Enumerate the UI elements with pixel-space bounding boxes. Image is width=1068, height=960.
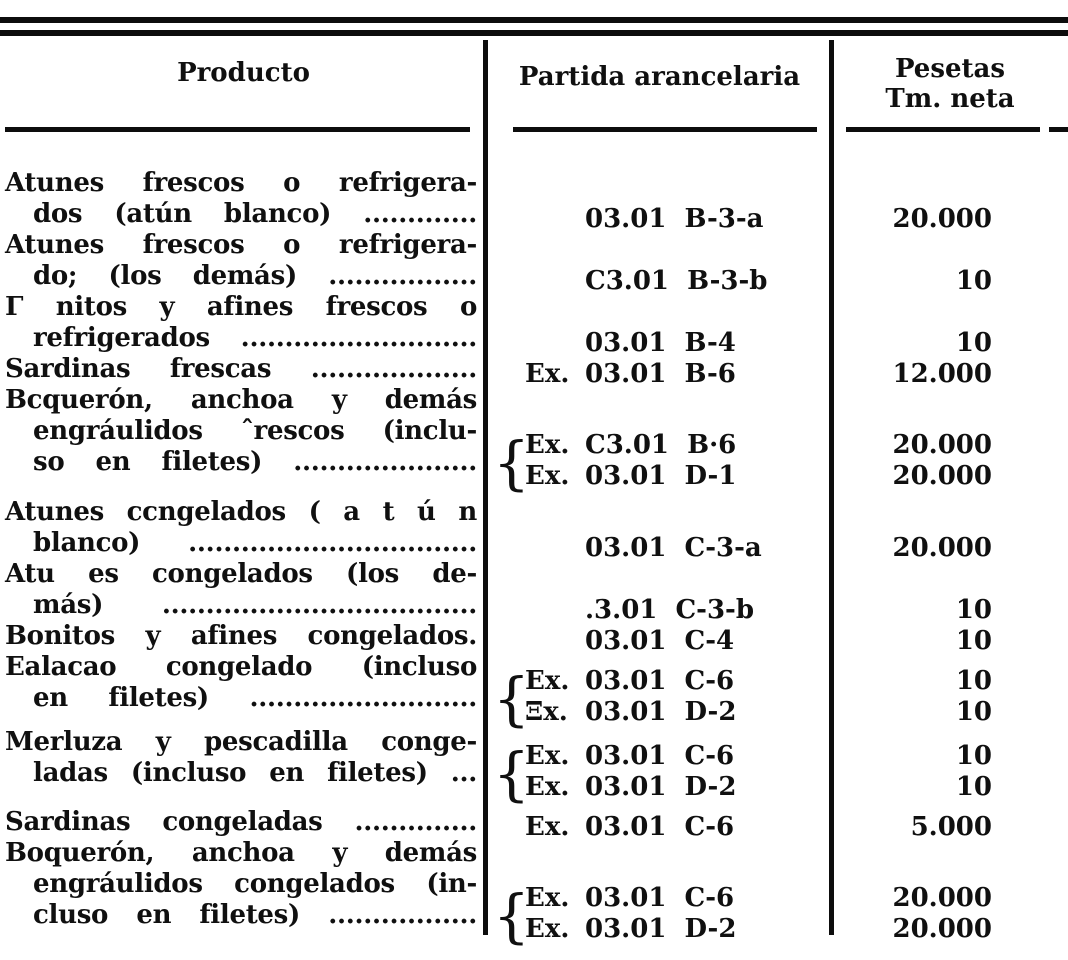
product-line: so en filetes) ..................... [33, 447, 477, 477]
product-cell [0, 385, 487, 478]
pesetas-value: 20.000 [892, 204, 992, 234]
tariff-code: C3.01 B·6 [585, 430, 737, 460]
partida-line [525, 697, 832, 728]
pesetas-value: 10 [955, 741, 992, 771]
pesetas-value: 10 [955, 697, 992, 727]
partida-cell [487, 497, 832, 563]
partida-cell [487, 354, 832, 389]
pesetas-cell [832, 621, 1068, 656]
product-line: engráulidos congelados (in- [33, 869, 477, 899]
table-row [0, 230, 1068, 296]
pesetas-cell [832, 497, 1068, 563]
product-line: más) .................................... [33, 590, 477, 620]
pesetas-value: 20.000 [892, 533, 992, 563]
pesetas-cell [832, 559, 1068, 625]
partida-cell [487, 559, 832, 625]
product-line: Boquerón, anchoa y demás [5, 838, 477, 868]
partida-line [525, 204, 832, 235]
tariff-code: C3.01 B-3-b [585, 266, 768, 296]
partida-line [525, 666, 832, 697]
table-row [0, 807, 1068, 842]
product-line: Sardinas frescas ................... [5, 354, 477, 384]
tariff-code: 03.01 C-6 [585, 666, 735, 696]
partida-line [525, 533, 832, 564]
product-line: Bonitos y afines congelados. [5, 621, 477, 651]
partida-cell [487, 652, 832, 733]
ex-label: Ex. [525, 359, 570, 389]
header-underline-partida [513, 127, 817, 132]
product-line: Sardinas congeladas .............. [5, 807, 477, 837]
column-header-partida: Partida arancelaria [518, 62, 801, 92]
ex-label: Ex. [525, 772, 570, 802]
tariff-code: 03.01 B-6 [585, 359, 736, 389]
ex-label [525, 328, 585, 359]
product-line: Γ nitos y afines frescos o [5, 292, 477, 322]
product-line: blanco) ................................. [33, 528, 477, 558]
pesetas-cell [832, 292, 1068, 358]
pesetas-cell [832, 727, 1068, 802]
grouping-brace: { [493, 665, 530, 733]
ex-label: Ex. [525, 461, 570, 491]
header-underline-pesetas [846, 127, 1040, 132]
header-underline-edge-dash [1049, 127, 1068, 132]
pesetas-cell [832, 230, 1068, 296]
ex-label [525, 595, 585, 626]
partida-line [525, 812, 832, 843]
partida-cell [487, 838, 832, 950]
product-cell [0, 727, 487, 789]
ex-label: Ex. [525, 883, 570, 913]
pesetas-cell [832, 652, 1068, 727]
product-cell [0, 168, 487, 230]
tariff-code: 03.01 D-2 [585, 697, 737, 727]
pesetas-value: 10 [955, 626, 992, 656]
grouping-brace: { [493, 429, 530, 497]
product-cell [0, 652, 487, 714]
product-cell [0, 838, 487, 931]
ex-label: Ex. [525, 741, 570, 771]
pesetas-value: 20.000 [892, 461, 992, 491]
pesetas-cell [832, 354, 1068, 389]
tariff-code: 03.01 C-4 [585, 626, 735, 656]
column-header-pesetas-line2: Tm. neta [885, 84, 1015, 114]
ex-label [525, 266, 585, 297]
pesetas-value: 10 [955, 328, 992, 358]
partida-line [525, 266, 832, 297]
product-line: Bcquerón, anchoa y demás [5, 385, 477, 415]
table-row [0, 497, 1068, 563]
top-double-rule-1 [0, 17, 1068, 23]
partida-line [525, 914, 832, 945]
ex-label: Ex. [525, 666, 570, 696]
product-line: Atu es congelados (los de- [5, 559, 477, 589]
partida-line [525, 461, 832, 492]
pesetas-value: 20.000 [892, 430, 992, 460]
table-row [0, 168, 1068, 234]
pesetas-cell [832, 807, 1068, 842]
pesetas-value: 10 [955, 266, 992, 296]
ex-label [525, 204, 585, 235]
partida-line [525, 772, 832, 803]
tariff-code: 03.01 B-4 [585, 328, 736, 358]
table-body [0, 168, 1068, 950]
partida-cell [487, 807, 832, 842]
pesetas-value: 20.000 [892, 914, 992, 944]
pesetas-value: 10 [955, 666, 992, 696]
partida-cell [487, 168, 832, 234]
product-line: refrigerados ........................... [33, 323, 477, 353]
partida-line [525, 595, 832, 626]
table-row [0, 559, 1068, 625]
header-underline-producto [5, 127, 470, 132]
product-line: Atunes ccngelados ( a t ú n [5, 497, 477, 527]
product-cell [0, 497, 487, 559]
ex-label: Ex. [525, 812, 570, 842]
tariff-code: 03.01 D-1 [585, 461, 737, 491]
partida-line [525, 430, 832, 461]
ex-label: Ex. [525, 914, 570, 944]
pesetas-cell [832, 385, 1068, 491]
partida-cell [487, 292, 832, 358]
tariff-code: 03.01 C-6 [585, 883, 735, 913]
product-cell [0, 354, 487, 385]
pesetas-value: 10 [955, 595, 992, 625]
partida-line [525, 741, 832, 772]
product-line: ladas (incluso en filetes) ... [33, 758, 477, 788]
partida-line [525, 626, 832, 657]
top-double-rule-2 [0, 30, 1068, 36]
pesetas-cell [832, 168, 1068, 234]
grouping-brace: { [493, 740, 530, 808]
tariff-code: 03.01 D-2 [585, 772, 737, 802]
tariff-code: 03.01 C-6 [585, 812, 735, 842]
table-row [0, 292, 1068, 358]
table-row [0, 727, 1068, 808]
partida-line [525, 883, 832, 914]
table-row [0, 354, 1068, 389]
ex-label: Ξx. [525, 697, 568, 727]
table-row [0, 385, 1068, 497]
partida-cell [487, 230, 832, 296]
product-line: engráulidos ˆrescos (inclu- [33, 416, 477, 446]
column-header-producto: Producto [177, 58, 310, 88]
tariff-code: 03.01 C-3-a [585, 533, 762, 563]
grouping-brace: { [493, 882, 530, 950]
product-line: en filetes) .......................... [33, 683, 477, 713]
partida-line [525, 328, 832, 359]
pesetas-value: 12.000 [892, 359, 992, 389]
product-cell [0, 230, 487, 292]
partida-line [525, 359, 832, 390]
product-line: do; (los demás) ................. [33, 261, 477, 291]
pesetas-value: 10 [955, 772, 992, 802]
table-row [0, 621, 1068, 656]
product-cell [0, 807, 487, 838]
ex-label [525, 626, 585, 657]
pesetas-value: 5.000 [910, 812, 992, 842]
product-line: Merluza y pescadilla conge- [5, 727, 477, 757]
product-cell [0, 559, 487, 621]
ex-label: Ex. [525, 430, 570, 460]
partida-cell [487, 621, 832, 656]
product-line: cluso en filetes) ................. [33, 900, 477, 930]
partida-cell [487, 727, 832, 808]
table-row [0, 652, 1068, 733]
product-cell [0, 292, 487, 354]
column-header-pesetas-line1: Pesetas [894, 54, 1006, 84]
pesetas-cell [832, 838, 1068, 944]
product-line: dos (atún blanco) ............. [33, 199, 477, 229]
tariff-code: 03.01 B-3-a [585, 204, 764, 234]
table-row [0, 838, 1068, 950]
pesetas-value: 20.000 [892, 883, 992, 913]
product-line: Atunes frescos o refrigera- [5, 168, 477, 198]
partida-cell [487, 385, 832, 497]
tariff-code: 03.01 D-2 [585, 914, 737, 944]
tariff-code: 03.01 C-6 [585, 741, 735, 771]
tariff-code: .3.01 C-3-b [585, 595, 755, 625]
product-line: Atunes frescos o refrigera- [5, 230, 477, 260]
ex-label [525, 533, 585, 564]
product-cell [0, 621, 487, 652]
product-line: Ealacao congelado (incluso [5, 652, 477, 682]
